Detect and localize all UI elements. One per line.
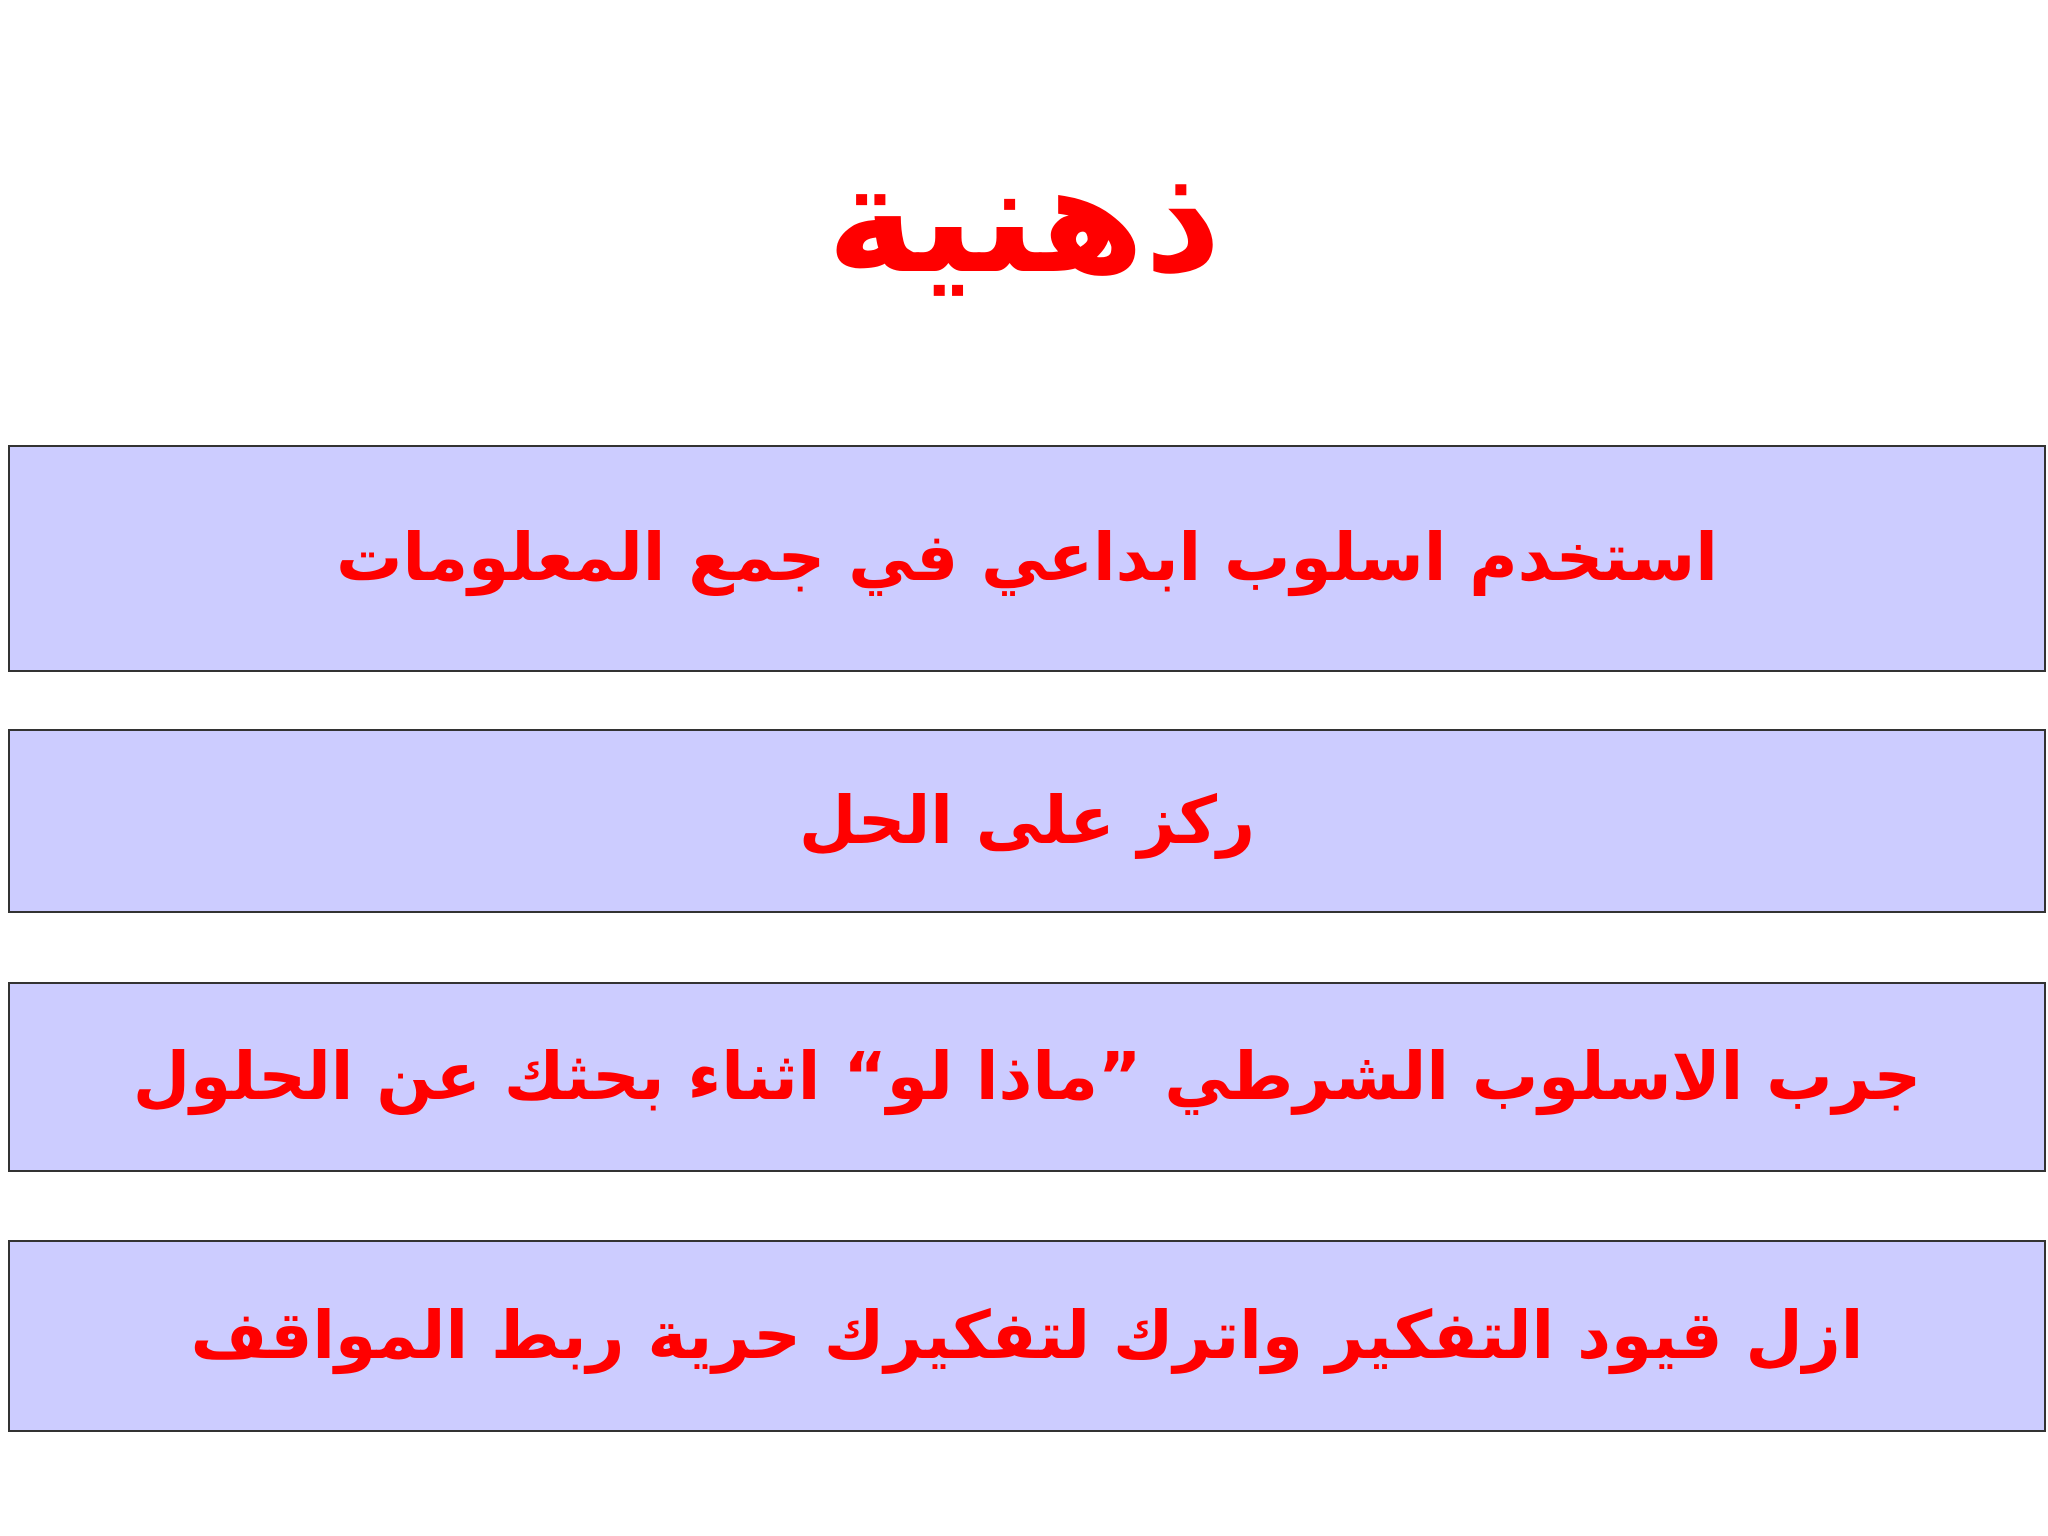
point-box-2: ركز على الحل <box>8 729 2046 913</box>
point-box-3: جرب الاسلوب الشرطي ”ماذا لو“ اثناء بحثك عن الحلول <box>8 982 2046 1172</box>
slide-title: ذهنية <box>826 133 1222 307</box>
point-box-1: استخدم اسلوب ابداعي في جمع المعلومات <box>8 445 2046 672</box>
point-box-4: ازل قيود التفكير واترك لتفكيرك حرية ربط المواقف <box>8 1240 2046 1432</box>
